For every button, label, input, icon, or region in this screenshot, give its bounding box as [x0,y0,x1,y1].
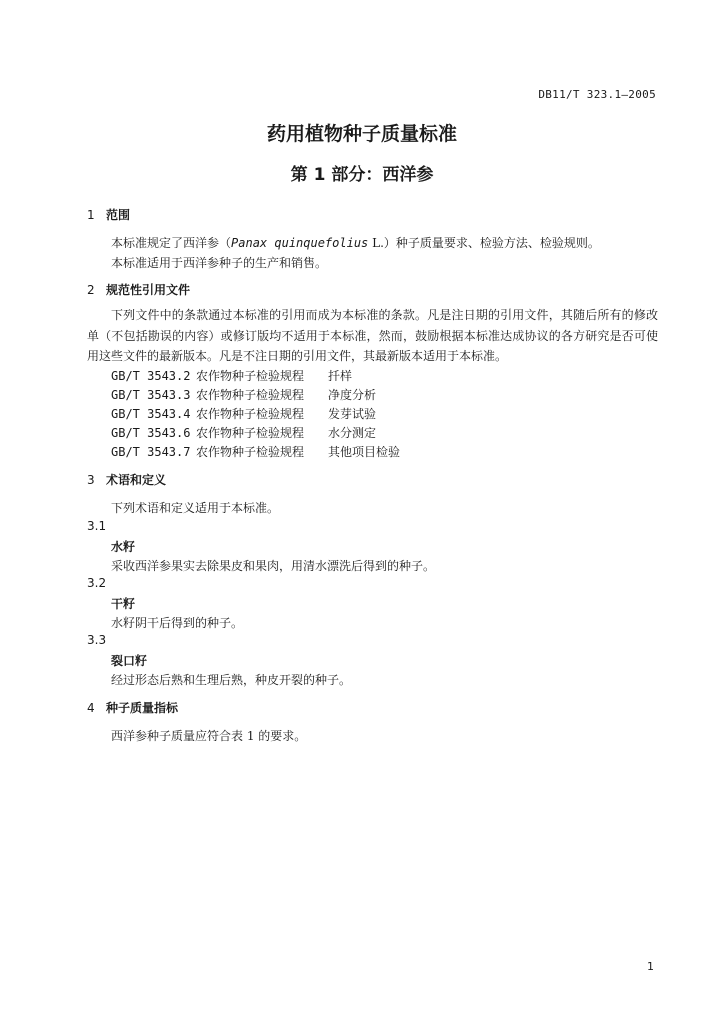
section-number: 2 [87,283,95,297]
document-subtitle: 第 1 部分：西洋参 [290,165,434,185]
page-number: 1 [647,960,654,973]
document-title: 药用植物种子质量标准 [266,123,457,145]
term-definition: 经过形态后熟和生理后熟，种皮开裂的种子。 [111,673,352,687]
reference-name: 农作物种子检验规程 [196,369,305,383]
term-name: 干籽 [111,597,136,611]
reference-item [111,367,352,384]
reference-topic: 其他项目检验 [328,445,401,459]
reference-topic: 净度分析 [328,388,377,402]
scope-paragraph-2: 本标准适用于西洋参种子的生产和销售。 [111,256,328,270]
reference-name: 农作物种子检验规程 [196,426,305,440]
reference-item [111,443,400,460]
term-number: 3.1 [87,519,107,533]
term-number: 3.3 [87,633,107,647]
scope-paragraph-1 [111,234,600,251]
reference-topic: 水分测定 [328,426,377,440]
latin-name: Panax quinquefolius [231,236,369,250]
section-heading-2 [87,281,190,298]
reference-name: 农作物种子检验规程 [196,407,305,421]
section-title: 种子质量指标 [106,701,179,715]
section-title: 范围 [106,208,131,222]
reference-topic: 发芽试验 [328,407,377,421]
term-number: 3.2 [87,576,107,590]
normative-references-paragraph: 下列文件中的条款通过本标准的引用而成为本标准的条款。凡是注日期的引用文件，其随后所有的修改单（不包括勘误的内容）或修订版均不适用于本标准，然而，鼓励根据本标准达成协议的各方研究是否可使用这些文件的最新版本。凡是不注日期的引用文件，其最新版本适用于本标准。 [87,308,658,363]
reference-name: 农作物种子检验规程 [196,388,305,402]
reference-code: GB/T 3543.4 [111,407,191,421]
reference-topic: 扦样 [328,369,353,383]
section-number: 1 [87,208,95,222]
section-number: 4 [87,701,95,715]
reference-item [111,405,376,422]
reference-code: GB/T 3543.2 [111,369,191,383]
term-definition: 水籽阴干后得到的种子。 [111,616,244,630]
term-name: 裂口籽 [111,654,148,668]
text-segment: 本标准规定了西洋参（ [111,236,232,250]
section-title: 规范性引用文件 [106,283,191,297]
section-heading-1 [87,206,130,223]
reference-item [111,386,376,403]
reference-code: GB/T 3543.7 [111,445,191,459]
reference-code: GB/T 3543.3 [111,388,191,402]
reference-code: GB/T 3543.6 [111,426,191,440]
term-name: 水籽 [111,540,136,554]
terms-intro: 下列术语和定义适用于本标准。 [111,501,280,515]
section-number: 3 [87,473,95,487]
reference-name: 农作物种子检验规程 [196,445,305,459]
section-title: 术语和定义 [106,473,167,487]
standard-code: DB11/T 323.1—2005 [538,88,656,101]
reference-item [111,424,376,441]
quality-paragraph: 西洋参种子质量应符合表 1 的要求。 [111,729,307,743]
text-segment: L.）种子质量要求、检验方法、检验规则。 [368,236,600,250]
section-heading-4 [87,699,178,716]
term-definition: 采收西洋参果实去除果皮和果肉，用清水漂洗后得到的种子。 [111,559,436,573]
section-heading-3 [87,471,166,488]
